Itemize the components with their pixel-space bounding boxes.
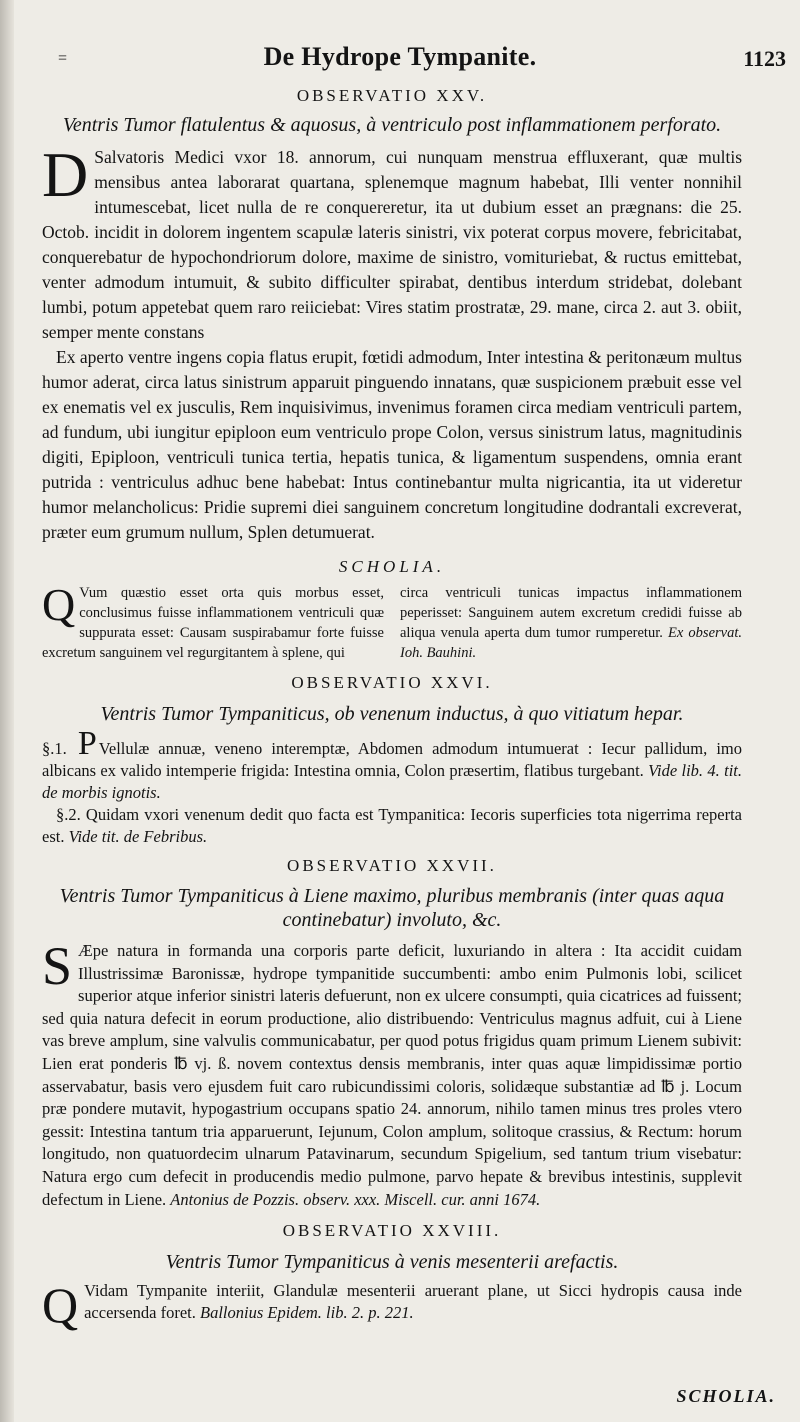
scholia-columns xyxy=(42,579,742,663)
observation-27-title: Ventris Tumor Tympaniticus à Liene maximo, pluribus membranis (inter quas aqua continebatur) involuto, &c. xyxy=(59,885,725,931)
paragraph-reference: Antonius de Pozzis. observ. xxx. Miscell. cur. anni 1674. xyxy=(170,1189,541,1209)
scholia-right-text: circa ventriculi tunicas impactus inflammationem peperisset: Sanguinem autem excretum credidi fuisse ab aliqua venula aperta dum tumor rumperetur. xyxy=(400,585,742,641)
dropcap-letter: D xyxy=(42,139,89,210)
section-reference: Vide tit. de Febribus. xyxy=(68,827,208,846)
observation-26-section-2 xyxy=(42,804,742,848)
dropcap-letter: Q xyxy=(42,1277,79,1334)
observation-28-paragraph xyxy=(42,1277,742,1334)
scholia-right-column xyxy=(400,583,742,663)
page-number: 1123 xyxy=(743,46,786,71)
catchword: SCHOLIA. xyxy=(676,1386,776,1406)
paragraph-text: Æpe natura in formanda una corporis parte deficit, luxuriando in altera : Ita accidit cuidam Illustrissimæ Baronissæ, hydrope tympanitide succumbenti: ambo enim Pulmonis lobi, scilicet superior atque inferior sinistri lateris defuerunt, non ex ulcere consumpti, quia cicatrices ad fuissent; sed quia natura defecit in eorum productione, alio distribuendo: Ventriculus magnus adfuit, cui à Liene vas breve amplum, sine valvulis communicabatur, per quod potus frigidus quam primum Lienem subivit: Lien erat ponderis ℔ vj. ß. novem contextus densis membranis, inter quas aquæ limpidissimæ portio asservabatur, basis vero ejusdem fuit caro rubicundissimi coloris, solidæque substantiæ ad ℔ j. Locum præ pondere mutavit, hypogastrium occupans spatio 24. annorum, nihilo tamen minus tres proles vtero gessit: Intestina tantum tria apparuerunt, Iejunum, Colon amplum, solitoque crassius, & Rectum: horum longitudo, non quatuordecim ulnarum Patavinarum, secundum Spigelium, sed tantum trium visebatur: Natura ergo cum defecit in producendis medio pulmone, parvo hepate & brevibus intestinis, supplevit defectum in Liene. xyxy=(42,941,742,1209)
observation-27-heading: OBSERVATIO XXVII. xyxy=(287,856,497,875)
section-text: Quidam vxori venenum dedit quo facta est Tympanitica: Iecoris superficies tota nigerrima reperta est. xyxy=(42,805,742,846)
page-header xyxy=(0,42,800,76)
section-label: §.2. xyxy=(56,805,81,824)
scholia-reference: Ex observat. Ioh. Bauhini. xyxy=(400,625,742,661)
paragraph-reference: Ballonius Epidem. lib. 2. p. 221. xyxy=(200,1303,414,1323)
observation-27-paragraph xyxy=(42,936,742,1211)
running-title: De Hydrope Tympanite. xyxy=(263,42,537,71)
scholia-heading: SCHOLIA. xyxy=(338,557,446,576)
observation-26-heading: OBSERVATIO XXVI. xyxy=(291,673,493,692)
page-edge-shadow xyxy=(0,0,14,1422)
section-text: Vellulæ annuæ, veneno interemptæ, Abdomen admodum intumuerat : Iecur pallidum, imo albicans ex valido intemperie frigida: Intestina omnia, Colon præsertim, flatibus turgebant. xyxy=(42,739,743,780)
observation-28-title: Ventris Tumor Tympaniticus à venis mesenterii arefactis. xyxy=(165,1251,619,1274)
scholia-left-column xyxy=(42,579,384,663)
observation-26-title: Ventris Tumor Tympaniticus, ob venenum inductus, à quo vitiatum hepar. xyxy=(100,703,684,725)
scholia-left-text: Vum quæstio esset orta quis morbus esset, conclusimus fuisse inflammationem ventriculi quæ suppurata esset: Causam suspirabamur forte fuisse excretum sanguinem vel regurgitantem à splene, qui xyxy=(42,585,384,661)
observation-25-paragraph-1 xyxy=(42,139,742,345)
observation-25-heading: OBSERVATIO XXV. xyxy=(296,86,488,105)
dropcap-letter: S xyxy=(42,936,73,996)
dropcap-letter: P xyxy=(77,725,97,762)
section-reference: Vide lib. 4. tit. de morbis ignotis. xyxy=(42,761,743,802)
section-label: §.1. xyxy=(42,739,67,758)
paragraph-text: Salvatoris Medici vxor 18. annorum, cui nunquam menstrua effluxerant, quæ multis mensibus antea laborarat quartana, splenemque magnum habebat, Illi venter nonnihil intumescebat, licet nulla de re conquereretur, ita ut dubium esset an prægnans: die 25. Octob. incidit in dolorem ingentem scapulæ lateris sinistri, vix poterat corpus movere, febricitabat, conquerebatur de hypochondriorum dolore, maxime de sinistro, vomituriebat, & ructus emittebat, venter admodum intumuit, & subito difficulter spirabat, dentibus interdum stridebat, dolebant lumbi, potum appetebat quem raro reiiciebat: Vires statim prostratæ, 29. mane, circa 2. aut 3. obiit, semper mente constans xyxy=(42,147,742,342)
observation-25-paragraph-2: Ex aperto ventre ingens copia flatus erupit, fœtidi admodum, Inter intestina & peritonæum multus humor aderat, circa latus sinistrum apparuit pinguendo innatans, quæ suspicionem præbuit esse vel ex enematis vel ex jusculis, Rem inquisivimus, invenimus foramen circa mediam ventriculi partem, ad fundum, ubi iungitur epiploon eum ventriculo prope Colon, versus sinistrum latus, magnitudinis digiti, Epiploon, ventriculi tunica tertia, hepatis tunica, & ligamentum suspendens, omnia erant putrida : ventriculus adhuc bene habebat: Intus continebantur multa nigricantia, ita ut videretur humor melancholicus: Pridie supremi diei sanguinem concretum longitudine dodrantali excreverat, præter eum grumum nullum, Splen detumuerat. xyxy=(42,347,742,542)
observation-25-title: Ventris Tumor flatulentus & aquosus, à ventriculo post inflammationem perforato. xyxy=(62,114,722,136)
dropcap-letter: Q xyxy=(42,579,76,630)
observation-28-heading: OBSERVATIO XXVIII. xyxy=(282,1221,502,1241)
header-mark: = xyxy=(58,50,68,67)
paragraph-text: Vidam Tympanite interiit, Glandulæ mesenterii aruerant plane, ut Sicci hydropis causa inde accersenda foret. xyxy=(84,1281,742,1323)
observation-26-section-1 xyxy=(42,725,743,804)
page-body xyxy=(42,86,743,1334)
